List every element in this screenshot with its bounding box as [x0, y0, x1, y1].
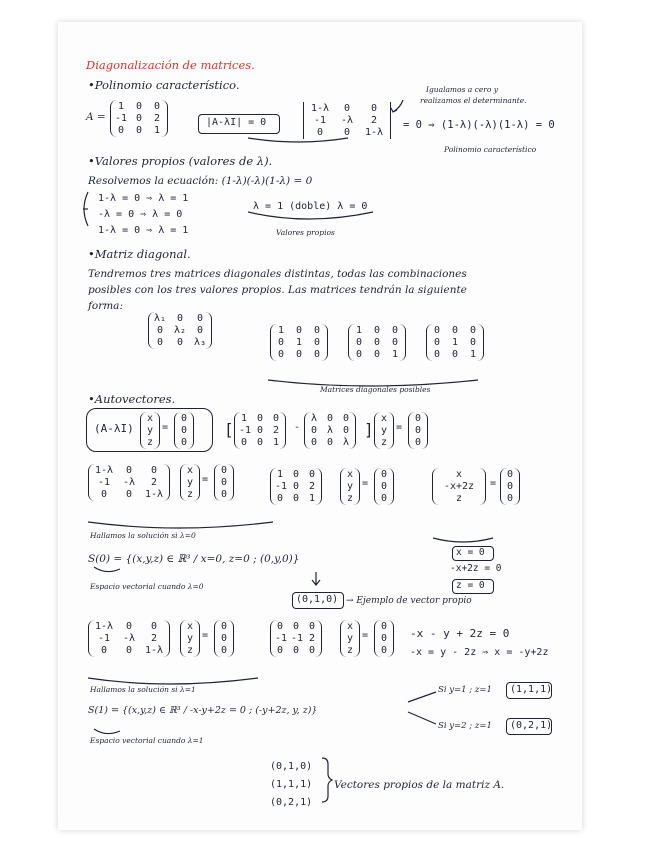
cell: λ₁	[153, 313, 167, 324]
cell: 2	[272, 425, 280, 436]
cell: 0	[256, 437, 264, 448]
close-bracket: ]	[364, 420, 374, 439]
cell: λ	[342, 437, 350, 448]
cell: 0	[292, 469, 300, 480]
equals-sign: =	[162, 422, 169, 433]
cell: z	[380, 437, 388, 448]
eigenvalues: λ = 1 (doble) λ = 0	[253, 201, 368, 212]
cell: 0	[196, 313, 204, 324]
cell: 0	[220, 621, 228, 632]
paragraph-line-3: forma:	[88, 300, 123, 312]
cell: 0	[506, 469, 514, 480]
cell: -λ	[122, 477, 136, 488]
cell: 1-λ	[144, 489, 164, 500]
cell: 2	[308, 481, 316, 492]
cell: 0	[277, 337, 285, 348]
cell: -1	[275, 481, 288, 492]
matrix-lambda0	[270, 468, 322, 505]
cell: 0	[308, 469, 316, 480]
note-line-1: Igualamos a cero y	[426, 85, 499, 94]
cell: λ₃	[193, 337, 207, 348]
cell: 0	[469, 325, 477, 336]
cell: 1-λ	[310, 103, 330, 114]
cell: 0	[153, 101, 161, 112]
cell: z	[346, 493, 354, 504]
determinant-matrix	[303, 102, 391, 139]
paragraph-line-2: posibles con los tres valores propios. Las matrices tendrán la siguiente	[88, 284, 467, 296]
cell: -1	[97, 633, 111, 644]
cell: y	[346, 633, 354, 644]
cell: 0	[295, 325, 303, 336]
vector-zero-3	[214, 464, 234, 501]
cell: x	[186, 465, 194, 476]
equals-sign: =	[362, 478, 369, 489]
cell: 0	[276, 493, 284, 504]
eigenvector-3: (0,2,1)	[270, 797, 313, 808]
case-1-label: Si y=1 ; z=1	[438, 685, 492, 695]
cell: 0	[373, 349, 381, 360]
vector-zero-4	[374, 468, 394, 505]
cell: 1	[355, 325, 363, 336]
cell: 1	[272, 437, 280, 448]
cell: 0	[316, 127, 324, 138]
cell: 0	[326, 413, 334, 424]
eigenvalues-caption: Valores propios	[276, 228, 335, 237]
characteristic-formula: |A-λI| = 0	[206, 117, 267, 128]
cell: 0	[150, 465, 158, 476]
vector-zero-2	[408, 412, 428, 449]
cell: 0	[370, 103, 378, 114]
cell: 0	[100, 645, 108, 656]
vector-xyz-2	[374, 412, 394, 449]
space-S1: S(1) = {(x,y,z) ∈ ℝ³ / -x-y+2z = 0 ; (-y+2z, y, z)}	[88, 705, 318, 716]
cell: 0	[125, 465, 133, 476]
cell: 0	[342, 425, 350, 436]
cell: 0	[256, 425, 264, 436]
cell: 0	[391, 337, 399, 348]
cell: 0	[506, 493, 514, 504]
equation-lambda1-a: -x - y + 2z = 0	[410, 627, 510, 640]
cell: 0	[343, 103, 351, 114]
equals-sign: =	[202, 630, 209, 641]
brace-sol1	[88, 678, 258, 684]
eigenvector-2: (1,1,1)	[270, 779, 313, 790]
cell: 0	[180, 413, 188, 424]
cell: 0	[433, 349, 441, 360]
diagonal-caption: Matrices diagonales posibles	[320, 385, 431, 394]
equals-sign: =	[202, 474, 209, 485]
cell: x	[186, 621, 194, 632]
note-arrow	[391, 100, 403, 112]
cell: 0	[310, 437, 318, 448]
section-heading-autovectores: •Autovectores.	[88, 392, 176, 406]
cell: -λ	[340, 115, 354, 126]
cell: 0	[373, 337, 381, 348]
cell: 1	[469, 349, 477, 360]
cell: 1	[451, 337, 459, 348]
cell: 0	[308, 645, 316, 656]
equation-1: 1-λ = 0 ⇒ λ = 1	[98, 193, 189, 204]
vector-xyz	[140, 412, 160, 449]
cell: 0	[196, 325, 204, 336]
result-eq: -x+2z = 0	[450, 563, 502, 574]
cell: 0	[220, 489, 228, 500]
cell: 0	[292, 621, 300, 632]
matrix-lambda-I	[304, 412, 356, 449]
cell: 0	[355, 337, 363, 348]
equation-line: Resolvemos la ecuación: (1-λ)(-λ)(1-λ) = 0	[88, 175, 313, 187]
cell: z	[455, 493, 463, 504]
cell: 0	[117, 125, 125, 136]
section-heading-polinomio: •Polinomio característico.	[88, 78, 240, 92]
matrix-A-minus-lambdaI-2	[88, 620, 170, 657]
vector-xyz-6	[340, 620, 360, 657]
cell: 0	[469, 337, 477, 348]
cell: 1	[276, 469, 284, 480]
cell: 0	[380, 469, 388, 480]
cell: z	[186, 489, 194, 500]
brace-S0	[94, 567, 120, 572]
brace-sol0	[88, 522, 273, 528]
cell: 2	[308, 633, 316, 644]
vector-xyz-4	[340, 468, 360, 505]
cell: 1-λ	[364, 127, 384, 138]
cell: y	[380, 425, 388, 436]
cell: z	[346, 645, 354, 656]
example-vector: (0,1,0)	[296, 594, 339, 605]
cell: -1	[313, 115, 327, 126]
cell: -1	[239, 425, 252, 436]
cell: 1-λ	[144, 645, 164, 656]
cell: 0	[176, 337, 184, 348]
cell: 0	[135, 113, 143, 124]
brace-v4	[433, 538, 493, 542]
cell: -1	[97, 477, 111, 488]
diagonal-matrix-1	[270, 324, 328, 361]
polynomial-caption: Polinomio característico	[444, 145, 537, 154]
arrow-down	[312, 572, 320, 585]
cell: y	[186, 477, 194, 488]
cell: 0	[380, 633, 388, 644]
cell: 0	[292, 645, 300, 656]
cell: 0	[277, 349, 285, 360]
cell: 0	[451, 349, 459, 360]
cell: 0	[310, 425, 318, 436]
cell: 0	[156, 337, 164, 348]
cell: 1	[240, 413, 248, 424]
matrix-A-expanded	[234, 412, 286, 449]
cell: 0	[343, 127, 351, 138]
cell: 0	[125, 645, 133, 656]
cell: 0	[414, 413, 422, 424]
section-heading-valores: •Valores propios (valores de λ).	[88, 154, 273, 168]
space-S0-caption: Espacio vectorial cuando λ=0	[90, 582, 204, 591]
cell: 1	[117, 101, 125, 112]
cell: λ₂	[173, 325, 187, 336]
cell: 0	[380, 493, 388, 504]
cell: 1	[295, 337, 303, 348]
notebook-page	[58, 22, 582, 830]
cell: -1	[115, 113, 128, 124]
vector-result-lambda0	[432, 468, 486, 505]
cell: z	[186, 645, 194, 656]
cell: 0	[414, 437, 422, 448]
equals-sign: =	[490, 478, 497, 489]
cell: 1	[308, 493, 316, 504]
cell: 0	[135, 125, 143, 136]
cell: 0	[125, 489, 133, 500]
cell: x	[146, 413, 154, 424]
cell: 0	[433, 325, 441, 336]
cell: 2	[150, 633, 158, 644]
vector-xyz-5	[180, 620, 200, 657]
cell: 0	[451, 325, 459, 336]
cell: 1-λ	[94, 465, 114, 476]
space-S0: S(0) = {(x,y,z) ∈ ℝ³ / x=0, z=0 ; (0,y,0)}	[88, 553, 300, 565]
cell: 0	[176, 313, 184, 324]
cell: λ	[310, 413, 318, 424]
vector-xyz-3	[180, 464, 200, 501]
cell: -λ	[122, 633, 136, 644]
cell: 0	[276, 621, 284, 632]
minus-sign: -	[294, 422, 301, 433]
cell: 0	[256, 413, 264, 424]
cell: 0	[240, 437, 248, 448]
cell: 0	[380, 621, 388, 632]
matrix-A-label: A =	[86, 111, 106, 123]
paragraph-line-1: Tendremos tres matrices diagonales distintas, todas las combinaciones	[88, 268, 467, 280]
cell: 0	[100, 489, 108, 500]
cell: 0	[156, 325, 164, 336]
cell: -1	[291, 633, 304, 644]
cell: y	[146, 425, 154, 436]
cell: 0	[292, 481, 300, 492]
matrix-lambda1	[270, 620, 322, 657]
result-x: x = 0	[456, 547, 485, 558]
equation-lambda1-b: -x = y - 2z ⇒ x = -y+2z	[410, 647, 549, 658]
cell: 0	[313, 337, 321, 348]
cell: 0	[180, 425, 188, 436]
space-S1-caption: Espacio vectorial cuando λ=1	[90, 736, 204, 745]
open-bracket: [	[224, 420, 234, 439]
cell: 0	[220, 465, 228, 476]
branch-arrows	[408, 692, 436, 724]
cell: 0	[135, 101, 143, 112]
case-2-label: Si y=2 ; z=1	[438, 721, 492, 731]
cell: λ	[326, 425, 334, 436]
equation-3: 1-λ = 0 ⇒ λ = 1	[98, 225, 189, 236]
equals-sign: =	[362, 630, 369, 641]
diagonal-matrix-2	[348, 324, 406, 361]
cell: 2	[150, 477, 158, 488]
cell: 0	[380, 645, 388, 656]
cell: y	[186, 633, 194, 644]
diagonal-matrix-3	[426, 324, 484, 361]
case-2-vector: (0,2,1)	[510, 720, 553, 731]
cell: 0	[295, 349, 303, 360]
matrix-A-minus-lambdaI	[88, 464, 170, 501]
cell: 0	[326, 437, 334, 448]
cell: 0	[220, 633, 228, 644]
vector-zero-7	[374, 620, 394, 657]
vector-zero-5	[500, 468, 520, 505]
brace-valores	[248, 212, 373, 219]
cell: 0	[414, 425, 422, 436]
eigen-equation-left: (A-λI)	[94, 422, 134, 435]
cell: 0	[292, 493, 300, 504]
cell: 0	[391, 325, 399, 336]
brace-S1	[94, 729, 120, 734]
caption-solution-lambda0: Hallamos la solución si λ=0	[90, 531, 196, 540]
cell: 0	[276, 645, 284, 656]
result-z: z = 0	[456, 580, 485, 591]
brace-ecuaciones	[83, 192, 88, 226]
cell: 0	[433, 337, 441, 348]
cell: 1-λ	[94, 621, 114, 632]
cell: 2	[153, 113, 161, 124]
cell: x	[455, 469, 463, 480]
matrix-A	[110, 100, 168, 137]
cell: 0	[355, 349, 363, 360]
cell: 0	[373, 325, 381, 336]
cell: 0	[380, 481, 388, 492]
cell: -1	[275, 633, 288, 644]
note-line-2: realizamos el determinante.	[420, 96, 527, 105]
cell: 0	[220, 645, 228, 656]
cell: 0	[308, 621, 316, 632]
cell: 1	[153, 125, 161, 136]
cell: 2	[370, 115, 378, 126]
polynomial-result: = 0 ⇒ (1-λ)(-λ)(1-λ) = 0	[403, 119, 555, 131]
section-heading-matriz-diagonal: •Matriz diagonal.	[88, 247, 191, 261]
eigenvector-1: (0,1,0)	[270, 761, 313, 772]
cell: 0	[313, 325, 321, 336]
vector-zero	[174, 412, 194, 449]
cell: 0	[180, 437, 188, 448]
cell: x	[346, 621, 354, 632]
vector-zero-6	[214, 620, 234, 657]
case-1-vector: (1,1,1)	[510, 684, 553, 695]
page-title: Diagonalización de matrices.	[86, 58, 255, 72]
cell: -x+2z	[443, 481, 475, 492]
example-vector-caption: → Ejemplo de vector propio	[346, 596, 472, 606]
cell: x	[380, 413, 388, 424]
cell: 0	[506, 481, 514, 492]
equation-2: -λ = 0 ⇒ λ = 0	[98, 209, 183, 220]
cell: 0	[342, 413, 350, 424]
equals-sign: =	[396, 422, 403, 433]
cell: y	[346, 481, 354, 492]
cell: 0	[313, 349, 321, 360]
brace-vectores	[322, 758, 332, 802]
cell: z	[146, 437, 154, 448]
generic-diagonal-matrix	[148, 312, 212, 349]
cell: 0	[125, 621, 133, 632]
eigenvectors-caption: Vectores propios de la matriz A.	[334, 779, 505, 791]
cell: 0	[150, 621, 158, 632]
cell: 0	[220, 477, 228, 488]
cell: 1	[391, 349, 399, 360]
cell: 0	[272, 413, 280, 424]
caption-solution-lambda1: Hallamos la solución si λ=1	[90, 685, 196, 694]
cell: 1	[277, 325, 285, 336]
cell: x	[346, 469, 354, 480]
